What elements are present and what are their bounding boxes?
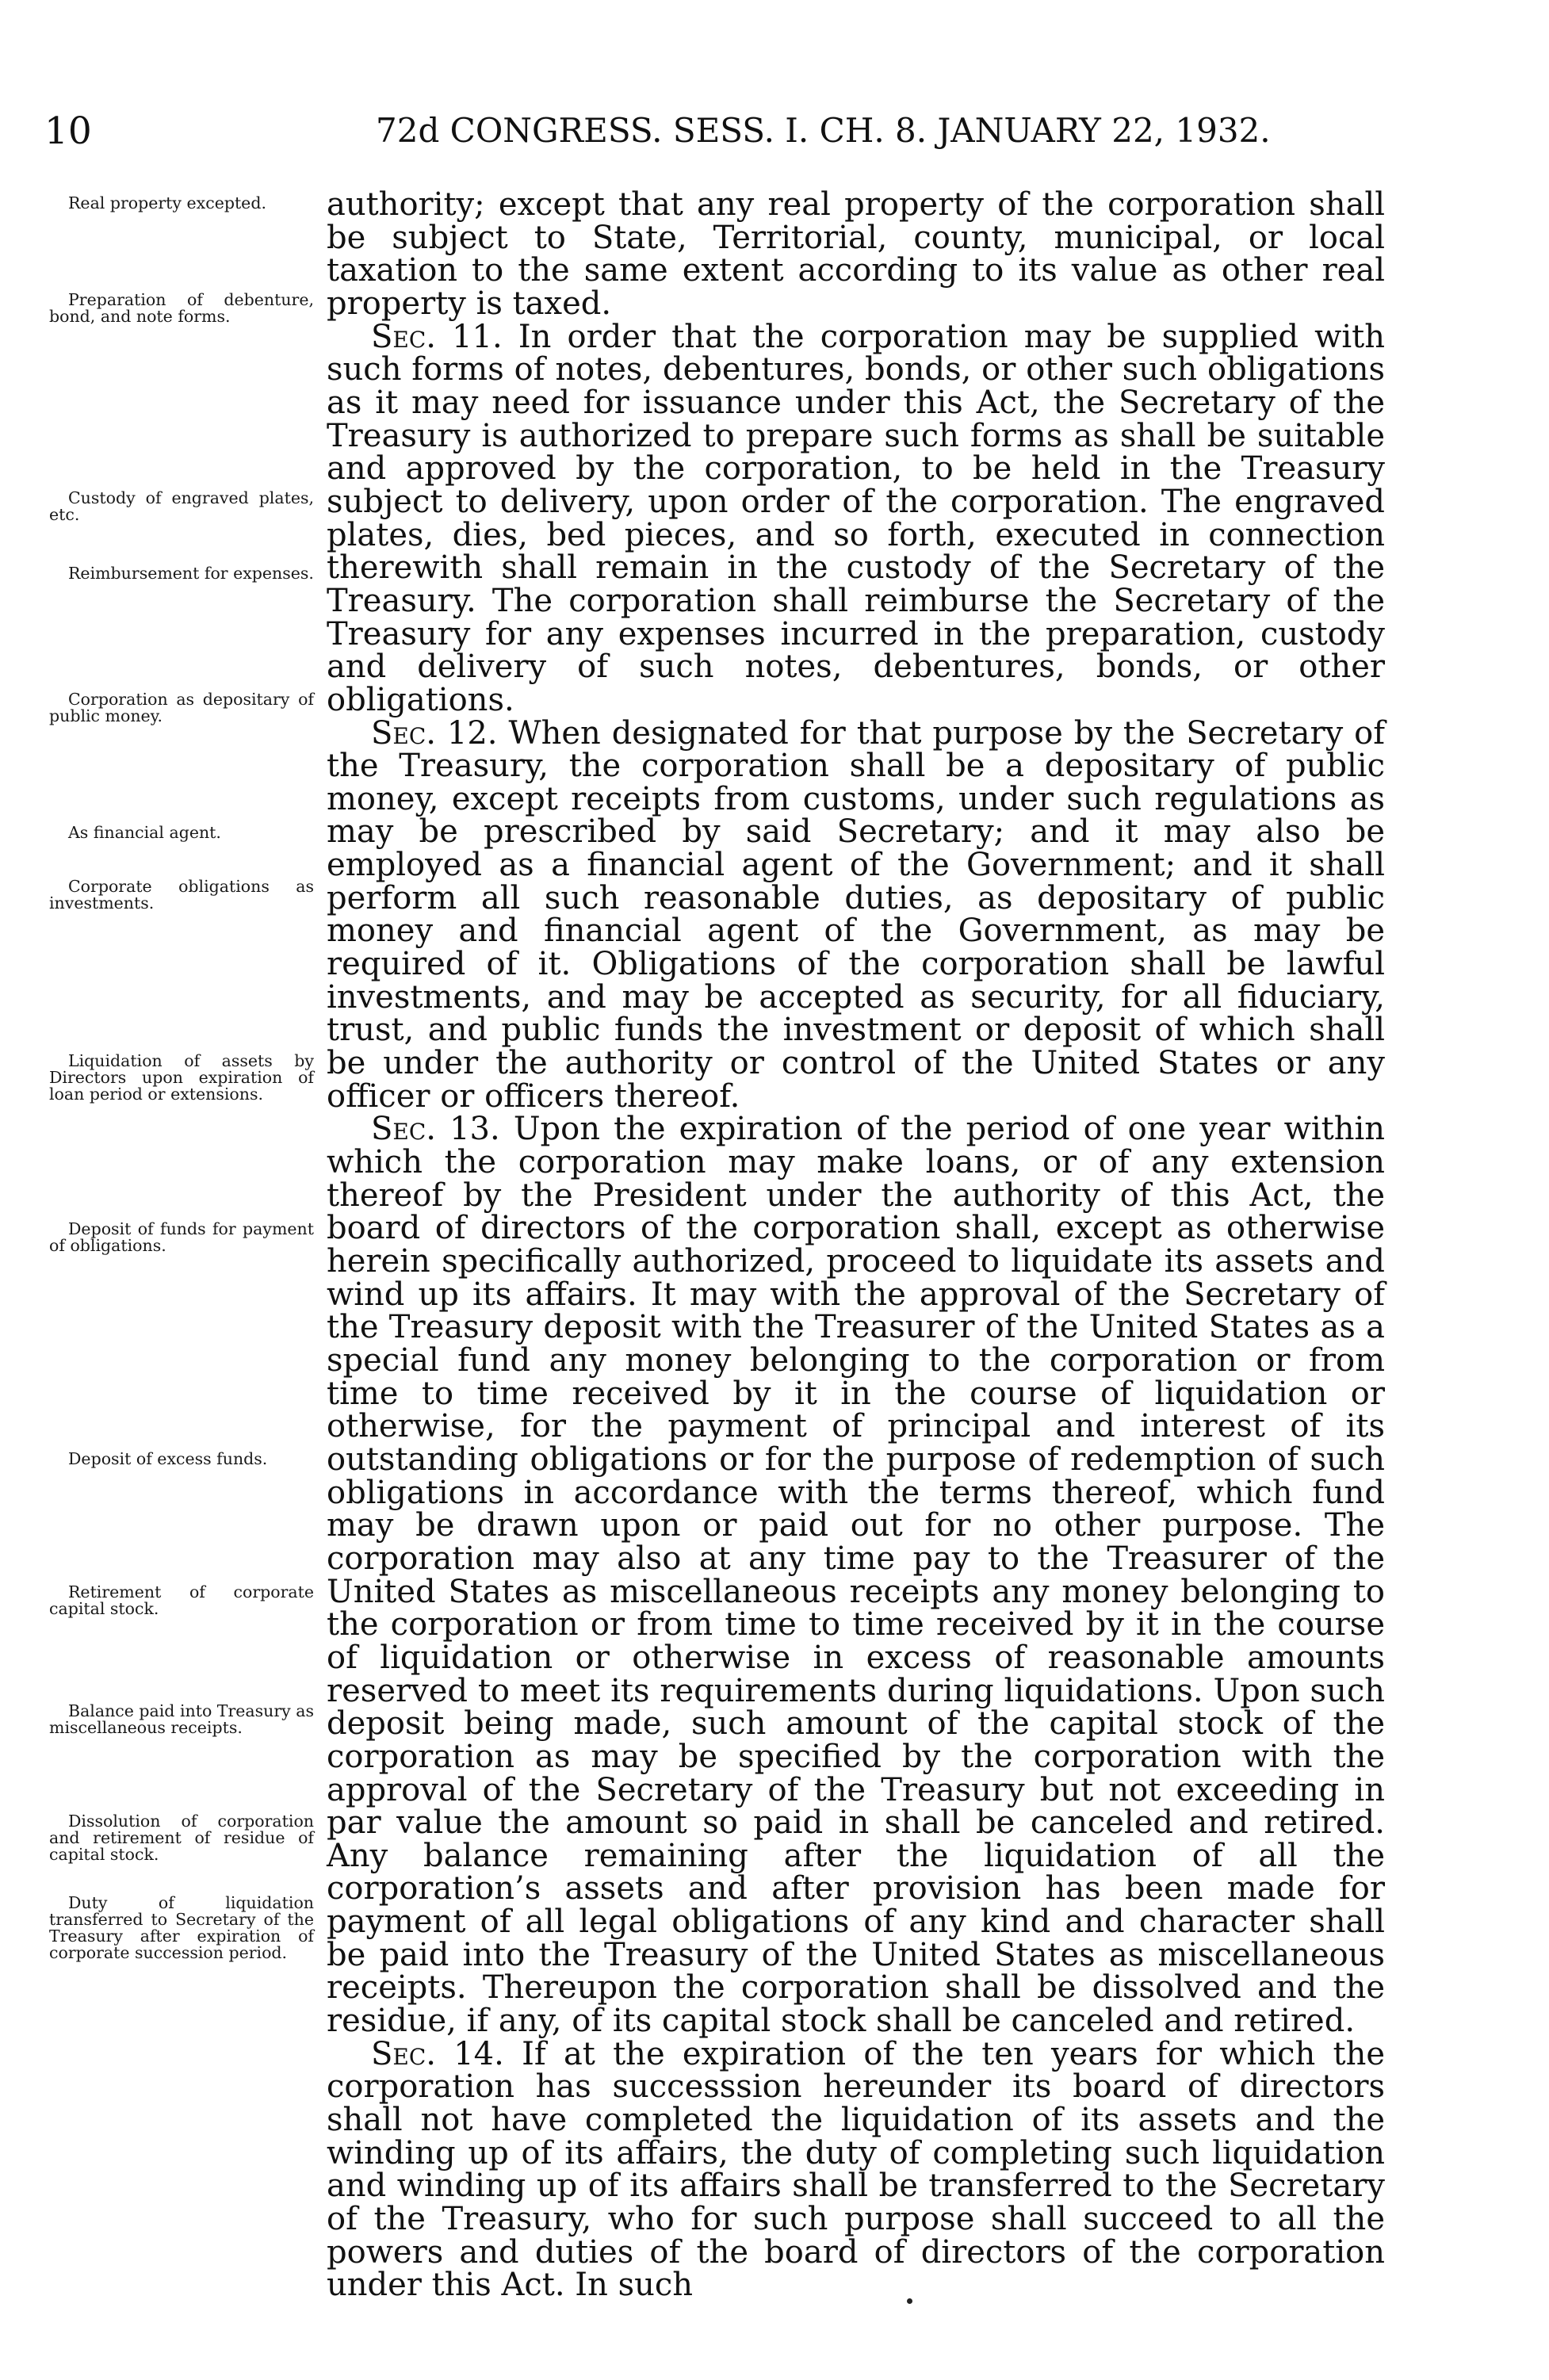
section-label: Sec. 13. (371, 1111, 500, 1148)
margin-note: Duty of liquidation transferred to Secretary of the Treasury after expiration of corporate succession period. (49, 1893, 314, 1962)
margin-note: Corporation as depositary of public money. (49, 690, 314, 725)
margin-note: Liquidation of assets by Directors upon expiration of loan period or extensions. (49, 1051, 314, 1104)
margin-note: Custody of engraved plates, etc. (49, 488, 314, 524)
section-label: Sec. 14. (371, 2035, 504, 2072)
section-13 (327, 1113, 1385, 2038)
margin-note: Dissolution of corporation and retirement of residue of capital stock. (49, 1812, 314, 1864)
section-text: If at the expiration of the ten years for which the corporation has successsion hereunder its board of directors shall not have completed the liquidation of its assets and the winding up of its affairs, the duty of completing such liquidation and winding up of its affairs shall be transferred to the Secretary of the Treasury, who for such purpose shall succeed to all the powers and duties of the board of directors of the corporation under this Act. In such (327, 2035, 1385, 2304)
margin-note: As financial agent. (68, 823, 221, 842)
margin-note: Deposit of excess funds. (68, 1449, 268, 1468)
section-text: When designated for that purpose by the Secretary of the Treasury, the corporation shall be a depositary of public money, except receipts from customs, under such regulations as may be prescribed by said Secretary; and it may also be employed as a financial agent of the Government; and it shall perform all such reasonable duties, as depositary of public money and financial agent of the Government, as may be required of it. Obligations of the corporation shall be lawful investments, and may be accepted as security, for all fiduciary, trust, and public funds the investment or deposit of which shall be under the authority or control of the United States or any officer or officers thereof. (327, 714, 1386, 1115)
page-number: 10 (44, 109, 92, 153)
running-head: 72d CONGRESS. SESS. I. CH. 8. JANUARY 22, 1932. (376, 111, 1271, 150)
section-label: Sec. 11. (371, 318, 503, 355)
margin-note: Retirement of corporate capital stock. (49, 1582, 314, 1618)
section-text: In order that the corporation may be supplied with such forms of notes, debentures, bonds, or other such obligations as it may need for issuance under this Act, the Secretary of the Treasury is authorized to prepare such forms as shall be suitable and approved by the corporation, to be held in the Treasury subject to delivery, upon order of the corporation. The engraved plates, dies, bed pieces, and so forth, executed in connection therewith shall remain in the custody of the Secretary of the Treasury. The corporation shall reimburse the Secretary of the Treasury for any expenses incurred in the preparation, custody and delivery of such notes, debentures, bonds, or other obligations. (327, 318, 1386, 718)
margin-note: Reimbursement for expenses. (68, 564, 314, 583)
margin-note: Real property excepted. (68, 193, 266, 212)
section-11 (327, 318, 1386, 718)
statute-body-text (327, 186, 1386, 2304)
section-12 (327, 714, 1386, 1115)
margin-note: Balance paid into Treasury as miscellaneous receipts. (49, 1701, 314, 1737)
margin-note: Corporate obligations as investments. (49, 877, 314, 913)
margin-note: Deposit of funds for payment of obligations. (49, 1219, 314, 1255)
section-14 (327, 2035, 1385, 2304)
paragraph-real-property (327, 186, 1385, 322)
section-text: Upon the expiration of the period of one year within which the corporation may make loans, or of any extension thereof by the President under the authority of this Act, the board of directors of the corporation shall, except as otherwise herein specifically authorized, proceed to liquidate its assets and wind up its affairs. It may with the approval of the Secretary of the Treasury deposit with the Treasurer of the United States as a special fund any money belonging to the corporation or from time to time received by it in the course of liquidation or otherwise, for the payment of principal and interest of its outstanding obligations or for the purpose of redemption of such obligations in accordance with the terms thereof, which fund may be drawn upon or paid out for no other purpose. The corporation may also at any time pay to the Treasurer of the United States as miscellaneous receipts any money belonging to the corporation or from time to time received by it in the course of liquidation or otherwise in excess of reasonable amounts reserved to meet its requirements during liquidations. Upon such deposit being made, such amount of the capital stock of the corporation as may be specified by the corporation with the approval of the Secretary of the Treasury but not exceeding in par value the amount so paid in shall be canceled and retired. Any balance remaining after the liquidation of all the corporation’s assets and after provision has been made for payment of all legal obligations of any kind and character shall be paid into the Treasury of the United States as miscellaneous receipts. Thereupon the corporation shall be dissolved and the residue, if any, of its capital stock shall be canceled and retired. (327, 1111, 1386, 2040)
paragraph-text: authority; except that any real property of the corporation shall be subject to State, Territorial, county, municipal, or local taxation to the same extent according to its value as other real property is taxed. (327, 186, 1385, 322)
stray-ink-mark (907, 2298, 912, 2304)
section-label: Sec. 12. (371, 714, 498, 752)
margin-note: Preparation of debenture, bond, and note forms. (49, 290, 314, 326)
